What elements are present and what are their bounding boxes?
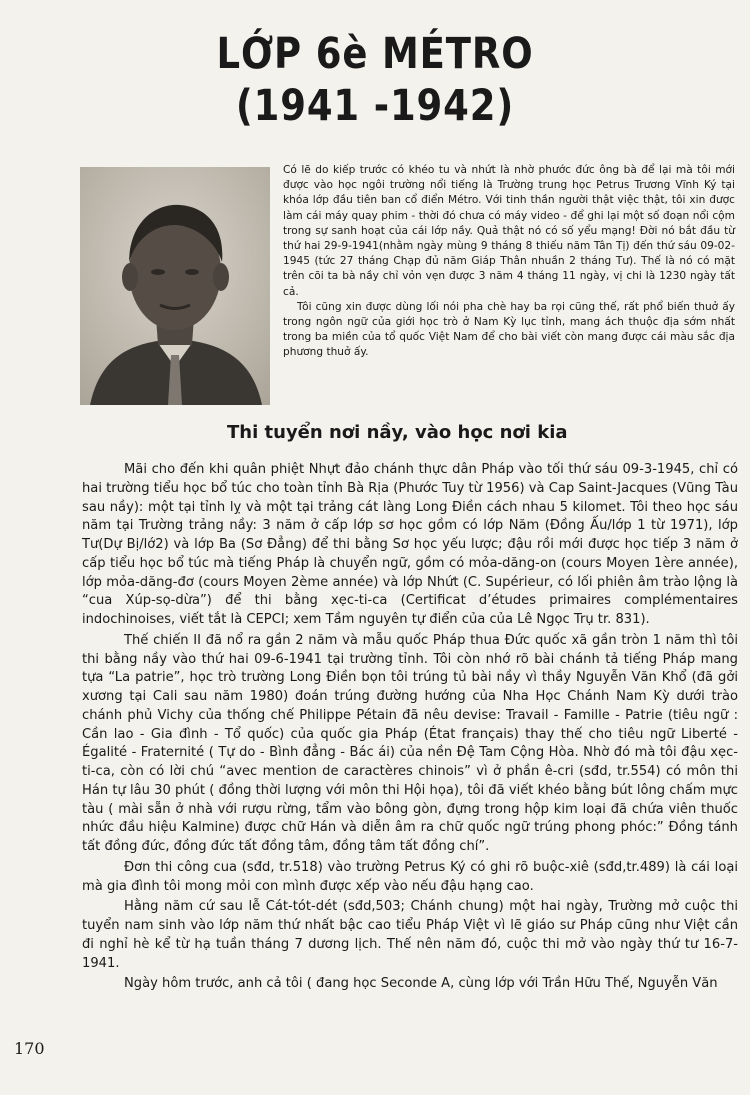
body-paragraph: Mãi cho đến khi quân phiệt Nhựt đảo chánh thực dân Pháp vào tối thứ sáu 09-3-1945, chỉ có hai trường tiểu học bổ túc cho toàn tỉnh Bà Rịa (Phước Tuy từ 1956) và Cap Saint-Jacques (Vũng Tàu sau nầy): một tại tỉnh lỵ và một tại trảng cát làng Long Điền cách nhau 5 kilomet. Tôi theo học sáu năm tại Trường trảng nầy: 3 năm ở cấp lớp sơ học gồm có lớp Năm (Đồng Ấu/lớp 1 từ 1971), lớp Tư(Dự Bị/lớ2) và lớp Ba (Sơ Đẳng) để thi bằng Sơ học yếu lược; đậu rồi mới được học tiếp 3 năm ở cấp tiểu học bổ túc mà tiếng Pháp là chuyển ngữ, gồm có mỏa-dăng-on (cours Moyen 1ère année), lớp mỏa-dăng-đơ (cours Moyen 2ème année) và lớp Nhứt (C. Supérieur, có lối phiên âm trào lộng là “cua Xúp-sọ-dừa”) để thi bằng xẹc-ti-ca (Certificat d’études primaires complémentaires indochinoises, viết tắt là CEPCI; xem Tầm nguyên tự điển của của Lê Ngọc Trụ tr. 831). [82, 462, 738, 627]
intro-paragraph: Có lẽ do kiếp trước có khéo tu và nhứt là nhờ phước đức ông bà để lại mà tôi mới được vào học ngôi trường nổi tiếng là Trường trung học Petrus Trương Vĩnh Ký tại khóa lớp đầu tiên ban cổ điển Métro. Với tinh thần người thật việc thật, tôi xin được làm cái máy quay phim - thời đó chưa có máy video - để ghi lại một số đoạn nổi cộm trong sự sanh hoạt của cái lớp nầy. Quả thật nó có số yểu mạng! Đời nó bắt đầu từ thứ hai 29-9-1941(nhằm ngày mùng 9 tháng 8 thiếu năm Tân Tị) đến thứ sáu 09-02-1945 (tức 27 tháng Chạp đủ năm Giáp Thân nhuần 2 tháng Tư). Thế là nó có mặt trên cõi ta bà nầy chỉ vỏn vẹn được 3 năm 4 tháng 11 ngày, vị chi là 1230 ngày tất cả. [283, 164, 735, 298]
title-line-1: LỚP 6è MÉTRO [216, 29, 534, 79]
section-heading: Thi tuyển nơi nầy, vào học nơi kia [227, 422, 568, 443]
intro-text [283, 163, 735, 361]
page-number: 170 [14, 1039, 45, 1058]
author-photo [80, 167, 270, 405]
body-paragraph: Ngày hôm trước, anh cả tôi ( đang học Seconde A, cùng lớp với Trần Hữu Thế, Nguyễn Văn [124, 976, 718, 992]
body-paragraph: Hằng năm cứ sau lễ Cát-tót-dét (sđd,503; Chánh chung) một hai ngày, Trường mở cuộc thi tuyển nam sinh vào lớp năm thứ nhất bậc cao tiểu Pháp Việt vì lẽ giáo sư Pháp cũng như Việt cần đi nghỉ hè kể từ hạ tuần tháng 7 dương lịch. Thế nên năm đó, cuộc thi mở vào ngày thứ tư 16-7-1941. [82, 899, 738, 971]
title-line-2: (1941 -1942) [235, 81, 515, 131]
body-paragraph: Thế chiến II đã nổ ra gần 2 năm và mẫu quốc Pháp thua Đức quốc xã gần tròn 1 năm thì tôi thi bằng nầy vào thứ hai 09-6-1941 tại trường tỉnh. Tôi còn nhớ rõ bài chánh tả tiếng Pháp mang tựa “La patrie”, học trò trường Long Điền bọn tôi trúng tủ bài nầy vì thầy Nguyễn Văn Khổ (đã gởi xương tại Cali sau năm 1980) đoán trúng đường hướng của Nha Học Chánh Nam Kỳ dưới trào chánh phủ Vichy của thống chế Philippe Pétain đã nêu devise: Travail - Famille - Patrie (tiêu ngữ : Cần lao - Gia đình - Tổ quốc) của quốc gia Pháp (État français) thay thế cho tiêu ngữ Liberté - Égalité - Fraternité ( Tự do - Bình đẳng - Bác ái) của nền Đệ Tam Cộng Hòa. Nhờ đó mà tôi đậu xẹc-ti-ca, còn có lời chú “avec mention de caractères chinois” vì ở phần ê-cri (sđd, tr.554) có môn thi Hán tự lâu 30 phút ( đồng thời lượng với môn thi Hội họa), tôi đã viết khéo bằng bút lông chấm mực tàu ( mài sẵn ở nhà với rượu rừng, tẩm vào bông gòn, đựng trong hộp kim loại đã chứa viên thuốc nhức đầu hiệu Kalmine) được chữ Hán và diễn âm ra chữ quốc ngữ trúng phong phóc:” Đồng tánh tất đồng đức, đồng đức tất đồng tâm, đồng tâm tất đồng chí”. [82, 632, 738, 854]
body-paragraph: Đơn thi công cua (sđd, tr.518) vào trường Petrus Ký có ghi rõ buộc-xiê (sđd,tr.489) là cái loại mà gia đình tôi mong mỏi con mình được xếp vào nếu đậu hạng cao. [82, 859, 738, 894]
article-body [82, 461, 738, 996]
article-title [182, 28, 569, 132]
portrait-image [80, 167, 270, 405]
intro-paragraph: Tôi cũng xin được dùng lối nói pha chè hay ba rọi cũng thế, rất phổ biến thuở ấy trong ngôn ngữ của giới học trò ở Nam Kỳ lục tỉnh, mang ách thuộc địa sớm nhất trong ba miền của tổ quốc Việt Nam để cho bài viết còn mang được cái màu sắc địa phương thuở ấy. [283, 300, 735, 359]
